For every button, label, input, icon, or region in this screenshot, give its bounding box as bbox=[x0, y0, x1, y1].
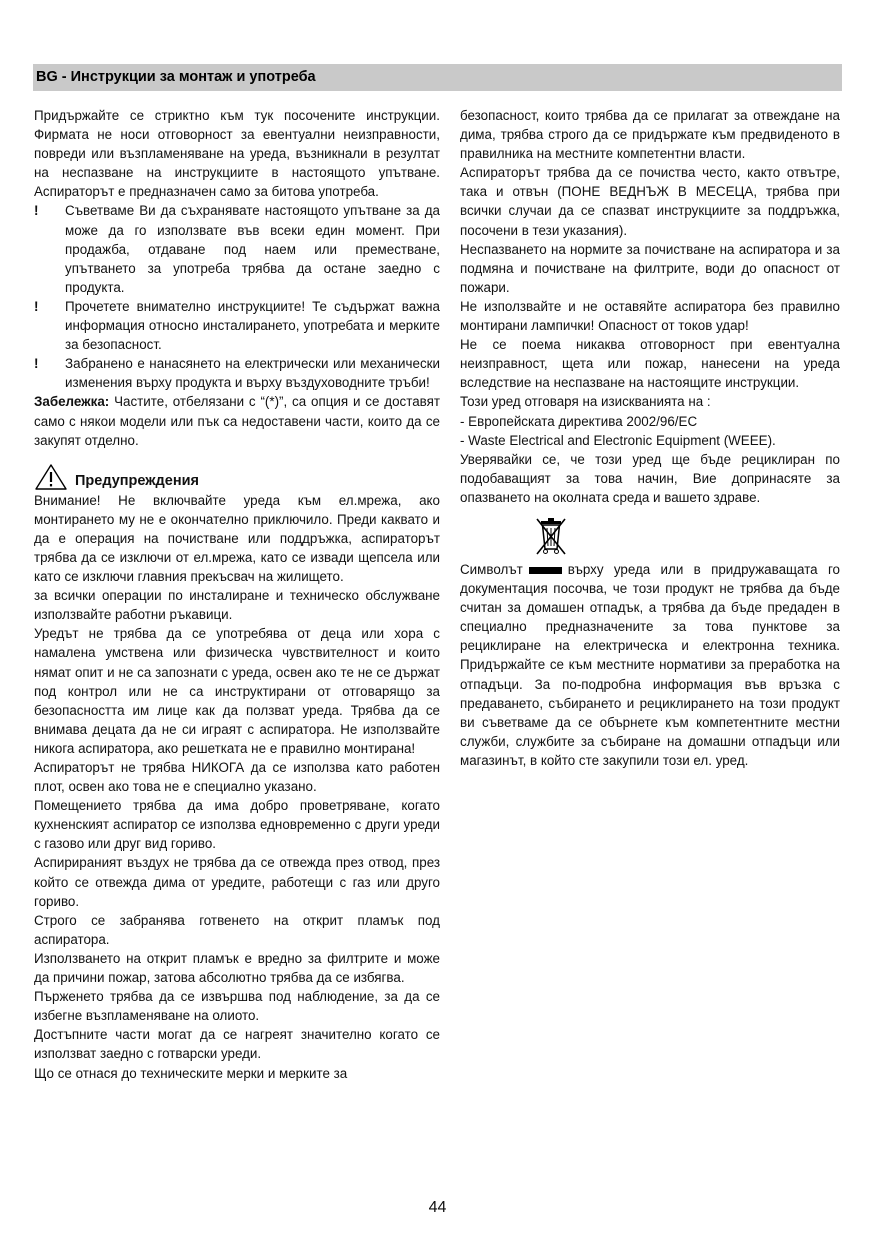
left-column bbox=[34, 106, 440, 1083]
weee-symbol bbox=[534, 516, 840, 556]
warning-paragraph: Внимание! Не включвайте уреда към ел.мрежа, ако монтирането му не е окончателно приключило. Преди каквато и да е операция на почистване или поддръжка, аспираторът трябва да се изключи от ел.мрежа, като се извади щепсела или като се изключи главния прекъсвач на жилището. bbox=[34, 492, 440, 585]
body-paragraph: - Европейската директива 2002/96/EC bbox=[460, 413, 698, 429]
note-text: Частите, отбелязани с “(*)”, са опция и се доставят само с някои модели или пък са недоставени части, които да се закупят отделно. bbox=[34, 394, 440, 448]
symbol-paragraph bbox=[460, 560, 840, 770]
body-paragraph: Не използвайте и не оставяйте аспиратора без правилно монтирани лампички! Опасност от токов удар! bbox=[460, 298, 840, 334]
warning-paragraph: Що се отнася до техническите мерки и мерките за bbox=[34, 1065, 348, 1081]
warnings-title: Предупреждения bbox=[75, 472, 199, 489]
exclamation-mark: ! bbox=[34, 298, 39, 314]
warnings-heading bbox=[34, 463, 440, 491]
bullet-text: Забранено е нанасянето на електрически или механически изменения върху продукта и върху въздуховодните тръби! bbox=[65, 356, 440, 391]
warning-paragraph: Помещението трябва да има добро проветряване, когато кухненският аспиратор се използва едновременно с други уреди с газово или друг вид гориво. bbox=[34, 798, 440, 852]
body-paragraph: безопасност, които трябва да се прилагат за отвеждане на дима, трябва строго да се придържате към предвиденото в правилника на местните компетентни власти. bbox=[460, 108, 840, 162]
warning-paragraph: за всички операции по инсталиране и техническо обслужване използвайте работни ръкавици. bbox=[34, 588, 440, 623]
warning-paragraph: Пърженето трябва да се извършва под наблюдение, за да се избегне възпламеняване на олиото. bbox=[34, 989, 440, 1024]
body-paragraph: Аспираторът трябва да се почиства често, както отвътре, така и отвън (ПОНЕ ВЕДНЪЖ В МЕСЕЦА, трябва при всички случаи да се спазват инструкциите за поддръжка, посочени в тези указания). bbox=[460, 165, 840, 238]
note-label: Забележка: bbox=[34, 394, 110, 410]
bullet-item bbox=[34, 354, 440, 392]
crossed-out-bin-icon bbox=[534, 516, 568, 556]
warning-paragraph: Използването на открит пламък е вредно за филтрите и може да причини пожар, затова абсолютно трябва да се избягва. bbox=[34, 950, 440, 986]
warning-paragraph: Уредът не трябва да се употребява от деца или хора с намалена умствена или физическа чувствителност и които нямат опит и не са запознати с уреда, освен ако те не се държат под контрол или не са инструктирани от отговарящо за безопасността им лице как да ползват уреда. Трябва да се внимава децата да не си играят с аспиратора. Не използвайте никога аспиратора, ако решетката не е правилно монтирана! bbox=[34, 626, 440, 756]
section-header bbox=[33, 64, 842, 91]
exclamation-mark: ! bbox=[34, 203, 39, 219]
section-title: BG - Инструкции за монтаж и употреба bbox=[36, 69, 316, 85]
warning-paragraph: Строго се забранява готвенето на открит пламък под аспиратора. bbox=[34, 912, 440, 947]
body-paragraph: Този уред отговаря на изискванията на : bbox=[460, 394, 711, 410]
bullet-item bbox=[34, 201, 440, 296]
body-paragraph: Уверявайки се, че този уред ще бъде рециклиран по подобаващият за това начин, Вие допринасяте за опазването на околната среда и вашето здраве. bbox=[460, 451, 840, 505]
warning-paragraph: Аспираторът не трябва НИКОГА да се използва като работен плот, освен ако това не е специално указано. bbox=[34, 760, 440, 795]
body-paragraph: Не се поема никаква отговорност при евентуална неизправност, щета или пожар, нанесени на уреда вследствие на неспазване на настоящите инструкции. bbox=[460, 337, 840, 391]
body-paragraph: Неспазването на нормите за почистване на аспиратора и за подмяна и почистване на филтрите, води до опасност от пожари. bbox=[460, 241, 840, 295]
bullet-text: Съветваме Ви да съхранявате настоящото упътване за да може да го използвате във всеки един момент. При продажба, отдаване под наем или преместване, упътването за употреба трябва да остане заедно с продукта. bbox=[65, 203, 440, 295]
exclamation-mark: ! bbox=[34, 356, 39, 372]
page-number: 44 bbox=[428, 1199, 447, 1216]
warning-paragraph: Достъпните части могат да се нагреят значително когато се използват заедно с готварски уреди. bbox=[34, 1027, 440, 1062]
bullet-text: Прочетете внимателно инструкциите! Те съдържат важна информация относно инсталирането, употребата и мерките за безопасност. bbox=[65, 298, 440, 353]
body-paragraph: - Waste Electrical and Electronic Equipment (WEEE). bbox=[460, 432, 776, 448]
right-column bbox=[460, 106, 840, 770]
bullet-item bbox=[34, 297, 440, 354]
warning-paragraph: Аспирираният въздух не трябва да се отвежда през отвод, през който се отвежда дима от уредите, работещи с газ или друго гориво. bbox=[34, 855, 440, 909]
symbol-text-before: Символът bbox=[460, 561, 523, 577]
note-paragraph bbox=[34, 392, 440, 449]
intro-paragraph: Придържайте се стриктно към тук посочените инструкции. Фирмата не носи отговорност за евентуални неизправности, повреди или възпламеняване на уреда, възникнали в резултат на неспазване на инструкциите в настоящото упътване. Аспираторът е предназначен само за битова употреба. bbox=[34, 108, 440, 200]
symbol-text-after: върху уреда или в придружаващата го документация посочва, че този продукт не трябва да бъде считан за домашен отпадък, а трябва да бъде предаден в специално предназначените за това пунктове за рециклиране на електрическа и електронна техника. Придържайте се към местните нормативи за преработка на отпадъци. За по-подробна информация във връзка с предаването, събирането и рециклирането на този продукт ви съветваме да се обърнете към компетентните местни служби, службите за събиране на домашни отпадъци или магазинът, в който сте закупили този ел. уред. bbox=[460, 561, 840, 768]
black-bar-symbol-icon bbox=[529, 567, 562, 574]
warning-triangle-icon bbox=[34, 463, 68, 491]
